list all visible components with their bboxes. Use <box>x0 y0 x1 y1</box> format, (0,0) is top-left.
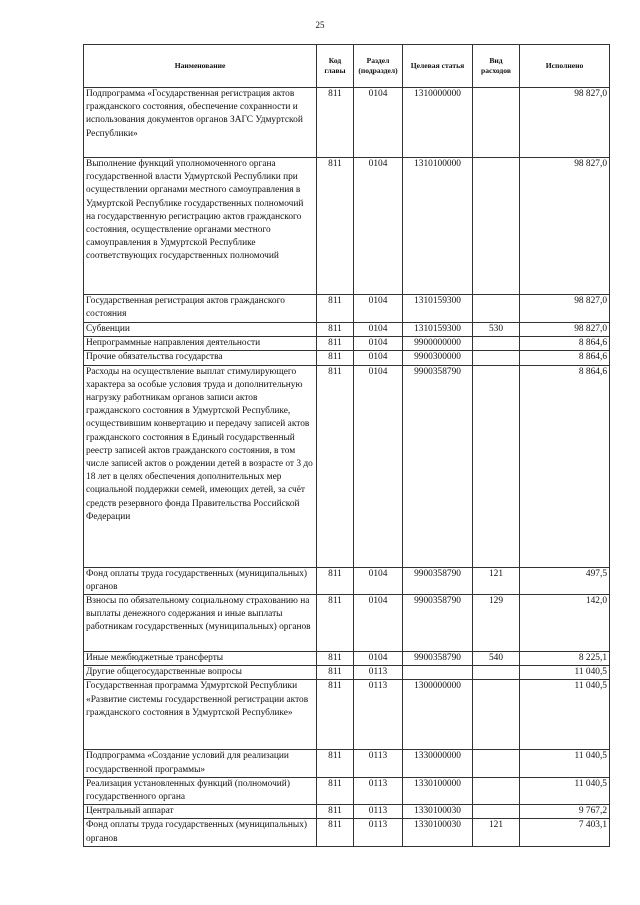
row-name: Прочие обязательства государства <box>84 351 317 365</box>
header-target: Целевая статья <box>403 45 473 88</box>
row-chapter: 811 <box>317 323 354 337</box>
row-expense <box>473 295 520 323</box>
row-executed: 8 864,6 <box>520 351 610 365</box>
row-target: 9900300000 <box>403 351 473 365</box>
row-executed: 11 040,5 <box>520 666 610 680</box>
row-expense: 530 <box>473 323 520 337</box>
row-section: 0113 <box>354 750 403 777</box>
row-name: Государственная программа Удмуртской Республики «Развитие системы государственной регистрации актов гражданского состояния в Удмуртской Республике» <box>84 680 317 750</box>
header-chapter: Код главы <box>317 45 354 88</box>
row-section: 0113 <box>354 666 403 680</box>
table-row <box>84 680 610 750</box>
table-row <box>84 819 610 846</box>
row-expense <box>473 680 520 750</box>
row-expense <box>473 666 520 680</box>
row-executed: 8 864,6 <box>520 337 610 351</box>
row-expense <box>473 88 520 158</box>
row-section: 0113 <box>354 777 403 804</box>
row-target: 1300000000 <box>403 680 473 750</box>
row-name: Реализация установленных функций (полномочий) государственного органа <box>84 777 317 804</box>
row-target: 1330100030 <box>403 805 473 819</box>
row-chapter: 811 <box>317 680 354 750</box>
row-executed: 497,5 <box>520 567 610 594</box>
row-executed: 7 403,1 <box>520 819 610 846</box>
row-name: Другие общегосударственные вопросы <box>84 666 317 680</box>
row-executed: 11 040,5 <box>520 680 610 750</box>
table-row <box>84 652 610 666</box>
row-expense: 121 <box>473 819 520 846</box>
row-section: 0104 <box>354 365 403 567</box>
row-section: 0104 <box>354 323 403 337</box>
table-row <box>84 595 610 652</box>
row-name: Государственная регистрация актов гражданского состояния <box>84 295 317 323</box>
row-section: 0113 <box>354 805 403 819</box>
row-executed: 11 040,5 <box>520 750 610 777</box>
row-executed: 9 767,2 <box>520 805 610 819</box>
row-target: 1310159300 <box>403 295 473 323</box>
row-section: 0104 <box>354 567 403 594</box>
row-section: 0113 <box>354 819 403 846</box>
row-chapter: 811 <box>317 750 354 777</box>
row-section: 0104 <box>354 88 403 158</box>
table-row <box>84 805 610 819</box>
row-chapter: 811 <box>317 351 354 365</box>
row-executed: 8 864,6 <box>520 365 610 567</box>
row-executed: 142,0 <box>520 595 610 652</box>
table-row <box>84 88 610 158</box>
row-executed: 98 827,0 <box>520 88 610 158</box>
row-target: 9900358790 <box>403 652 473 666</box>
table-row <box>84 567 610 594</box>
row-name: Непрограммные направления деятельности <box>84 337 317 351</box>
header-executed: Исполнено <box>520 45 610 88</box>
row-section: 0104 <box>354 295 403 323</box>
table-row <box>84 777 610 804</box>
row-chapter: 811 <box>317 805 354 819</box>
header-expense: Вид расходов <box>473 45 520 88</box>
row-target <box>403 666 473 680</box>
row-chapter: 811 <box>317 365 354 567</box>
row-name: Фонд оплаты труда государственных (муниципальных) органов <box>84 567 317 594</box>
row-expense <box>473 750 520 777</box>
row-chapter: 811 <box>317 595 354 652</box>
table-row <box>84 295 610 323</box>
row-expense: 540 <box>473 652 520 666</box>
row-executed: 98 827,0 <box>520 158 610 295</box>
row-expense <box>473 777 520 804</box>
row-target: 9900000000 <box>403 337 473 351</box>
row-target: 1310159300 <box>403 323 473 337</box>
row-expense <box>473 158 520 295</box>
page-number: 25 <box>315 20 325 30</box>
table-row <box>84 158 610 295</box>
row-chapter: 811 <box>317 652 354 666</box>
row-chapter: 811 <box>317 666 354 680</box>
table-header-row <box>84 45 610 88</box>
row-target: 9900358790 <box>403 365 473 567</box>
row-name: Иные межбюджетные трансферты <box>84 652 317 666</box>
row-target: 1330000000 <box>403 750 473 777</box>
row-name: Выполнение функций уполномоченного органа государственной власти Удмуртской Республики при осуществлении органами местного самоуправления в Удмуртской Республике государственных полномочий на государственную регистрацию актов гражданского состояния, осуществление органами местного самоуправления в Удмуртской Республике соответствующих государственных полномочий <box>84 158 317 295</box>
row-section: 0104 <box>354 652 403 666</box>
row-name: Фонд оплаты труда государственных (муниципальных) органов <box>84 819 317 846</box>
row-section: 0104 <box>354 351 403 365</box>
row-executed: 11 040,5 <box>520 777 610 804</box>
table-row <box>84 323 610 337</box>
row-target: 1330100030 <box>403 819 473 846</box>
table-row <box>84 365 610 567</box>
header-section: Раздел (подраздел) <box>354 45 403 88</box>
row-chapter: 811 <box>317 777 354 804</box>
table-row <box>84 351 610 365</box>
row-name: Расходы на осуществление выплат стимулирующего характера за особые условия труда и дополнительную нагрузку работникам органов записи актов гражданского состояния в Удмуртской Республике, осуществившим конвертацию и передачу записей актов гражданского состояния в Единый государственный реестр записей актов гражданского состояния, в том числе записей актов о рождении детей в возрасте от 3 до 18 лет в целях обеспечения дополнительных мер социальной поддержки семей, имеющих детей, за счёт средств резервного фонда Правительства Российской Федерации <box>84 365 317 567</box>
row-executed: 98 827,0 <box>520 323 610 337</box>
row-chapter: 811 <box>317 337 354 351</box>
row-target: 1310100000 <box>403 158 473 295</box>
row-name: Центральный аппарат <box>84 805 317 819</box>
row-name: Субвенции <box>84 323 317 337</box>
row-name: Подпрограмма «Государственная регистрация актов гражданского состояния, обеспечение сохранности и использования документов органов ЗАГС Удмуртской Республики» <box>84 88 317 158</box>
row-name: Взносы по обязательному социальному страхованию на выплаты денежного содержания и иные выплаты работникам государственных (муниципальных) органов <box>84 595 317 652</box>
table-row <box>84 666 610 680</box>
budget-table <box>83 44 610 847</box>
row-chapter: 811 <box>317 567 354 594</box>
row-section: 0113 <box>354 680 403 750</box>
row-expense: 129 <box>473 595 520 652</box>
row-expense <box>473 805 520 819</box>
row-chapter: 811 <box>317 295 354 323</box>
row-target: 9900358790 <box>403 567 473 594</box>
row-expense <box>473 337 520 351</box>
row-chapter: 811 <box>317 819 354 846</box>
row-expense <box>473 365 520 567</box>
row-section: 0104 <box>354 337 403 351</box>
row-chapter: 811 <box>317 88 354 158</box>
row-expense <box>473 351 520 365</box>
row-chapter: 811 <box>317 158 354 295</box>
row-name: Подпрограмма «Создание условий для реализации государственной программы» <box>84 750 317 777</box>
header-name: Наименование <box>84 45 317 88</box>
row-expense: 121 <box>473 567 520 594</box>
row-section: 0104 <box>354 158 403 295</box>
table-row <box>84 337 610 351</box>
row-executed: 98 827,0 <box>520 295 610 323</box>
row-target: 1330100000 <box>403 777 473 804</box>
row-section: 0104 <box>354 595 403 652</box>
row-executed: 8 225,1 <box>520 652 610 666</box>
row-target: 9900358790 <box>403 595 473 652</box>
table-row <box>84 750 610 777</box>
row-target: 1310000000 <box>403 88 473 158</box>
